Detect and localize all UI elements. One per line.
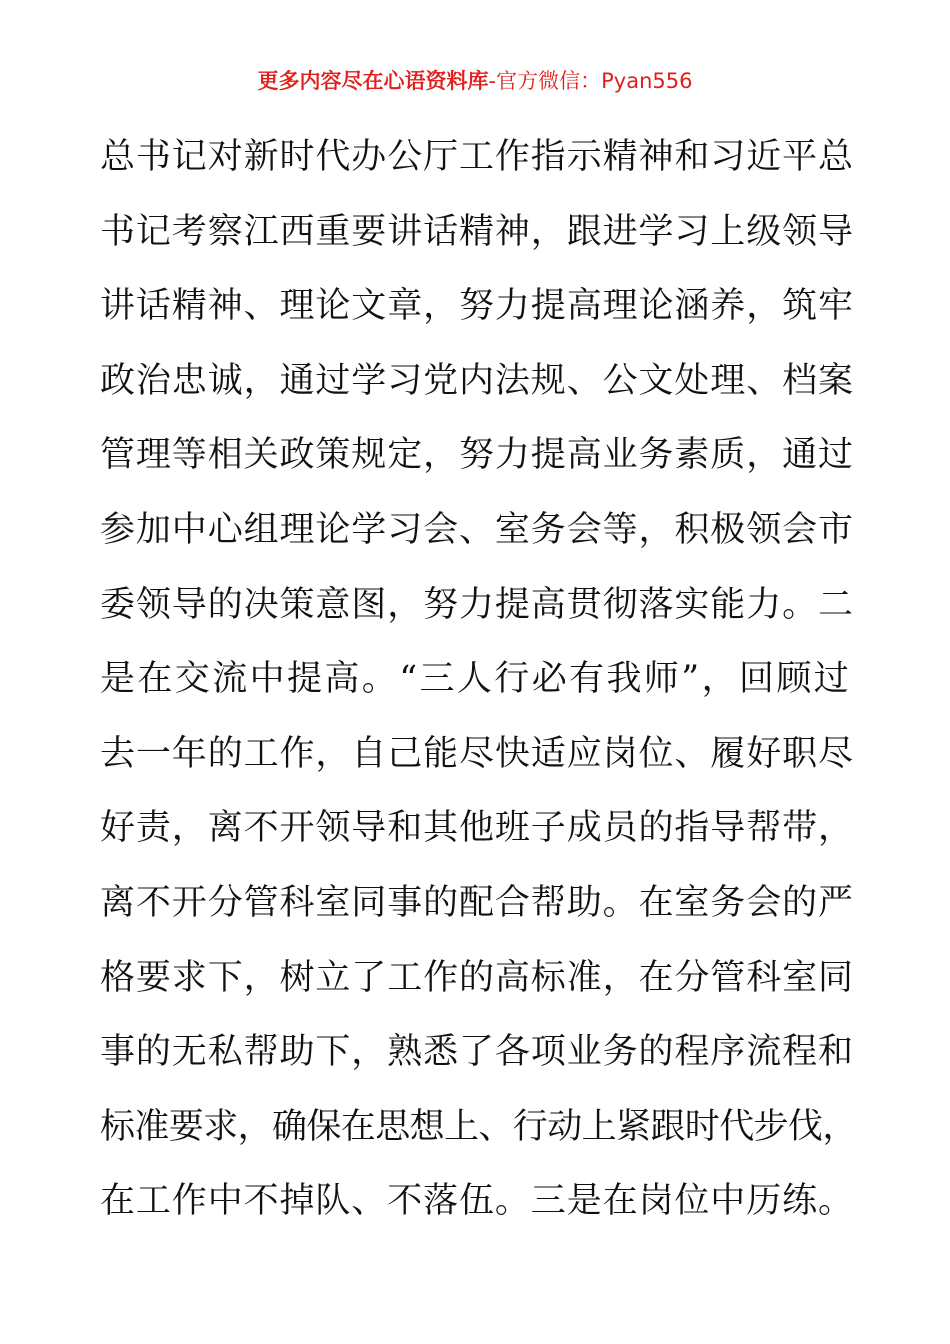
header-wechat-text: 官方微信：Pyan556 <box>496 69 693 93</box>
text-line: 事的无私帮助下，熟悉了各项业务的程序流程和 <box>100 1032 854 1073</box>
text-line: 离不开分管科室同事的配合帮助。在室务会的严 <box>100 882 854 923</box>
text-line: 政治忠诚，通过学习党内法规、公文处理、档案 <box>100 360 854 401</box>
text-line: 去一年的工作，自己能尽快适应岗位、履好职尽 <box>100 733 854 774</box>
text-line: 格要求下，树立了工作的高标准，在分管科室同 <box>100 957 854 998</box>
text-line: 参加中心组理论学习会、室务会等，积极领会市 <box>100 509 854 550</box>
text-line: 在工作中不掉队、不落伍。三是在岗位中历练。 <box>100 1181 854 1222</box>
watermark-header <box>0 66 950 96</box>
text-line: 讲话精神、理论文章，努力提高理论涵养，筑牢 <box>100 286 854 327</box>
text-line: 好责，离不开领导和其他班子成员的指导帮带， <box>100 808 854 849</box>
text-line: 总书记对新时代办公厅工作指示精神和习近平总 <box>100 137 854 177</box>
header-separator: - <box>488 69 497 93</box>
text-line: 书记考察江西重要讲话精神，跟进学习上级领导 <box>100 211 854 252</box>
document-body <box>100 120 860 1239</box>
text-line: 标准要求，确保在思想上、行动上紧跟时代步伐， <box>100 1106 857 1147</box>
text-line: 是在交流中提高。“三人行必有我师”，回顾过 <box>100 659 852 700</box>
header-source-text: 更多内容尽在心语资料库 <box>257 68 489 93</box>
text-line: 管理等相关政策规定，努力提高业务素质，通过 <box>100 435 854 476</box>
text-line: 委领导的决策意图，努力提高贯彻落实能力。二 <box>100 584 854 625</box>
